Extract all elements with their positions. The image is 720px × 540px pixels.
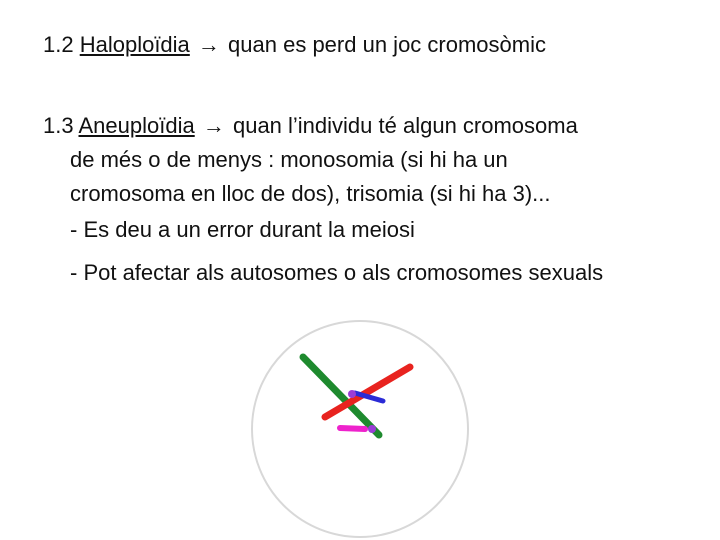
chromosome-magenta [340, 428, 365, 429]
bullet-item: - Es deu a un error durant la meiosi [70, 217, 415, 242]
centromere [368, 425, 376, 433]
section-1-2-heading [43, 30, 546, 60]
section-number: 1.3 [43, 113, 74, 138]
bullet-item: - Pot afectar als autosomes o als cromosomes sexuals [70, 260, 604, 285]
cell-chromosome-figure [250, 305, 480, 540]
definition-continuation-line: cromosoma en lloc de dos), trisomia (si hi ha 3)... [70, 181, 551, 206]
section-definition: quan es perd un joc cromosòmic [228, 32, 546, 57]
term-haloploidia: Haloploïdia [79, 32, 190, 57]
section-1-3-heading [43, 111, 578, 141]
section-definition: quan l’individu té algun cromosoma [232, 113, 578, 138]
arrow-right-icon: → [202, 113, 225, 138]
arrow-right-icon: → [197, 32, 220, 57]
centromere [348, 390, 356, 398]
term-aneuploidia: Aneuploïdia [78, 113, 195, 138]
definition-continuation-line: de més o de menys : monosomia (si hi ha un [70, 147, 508, 172]
section-number: 1.2 [43, 32, 74, 57]
